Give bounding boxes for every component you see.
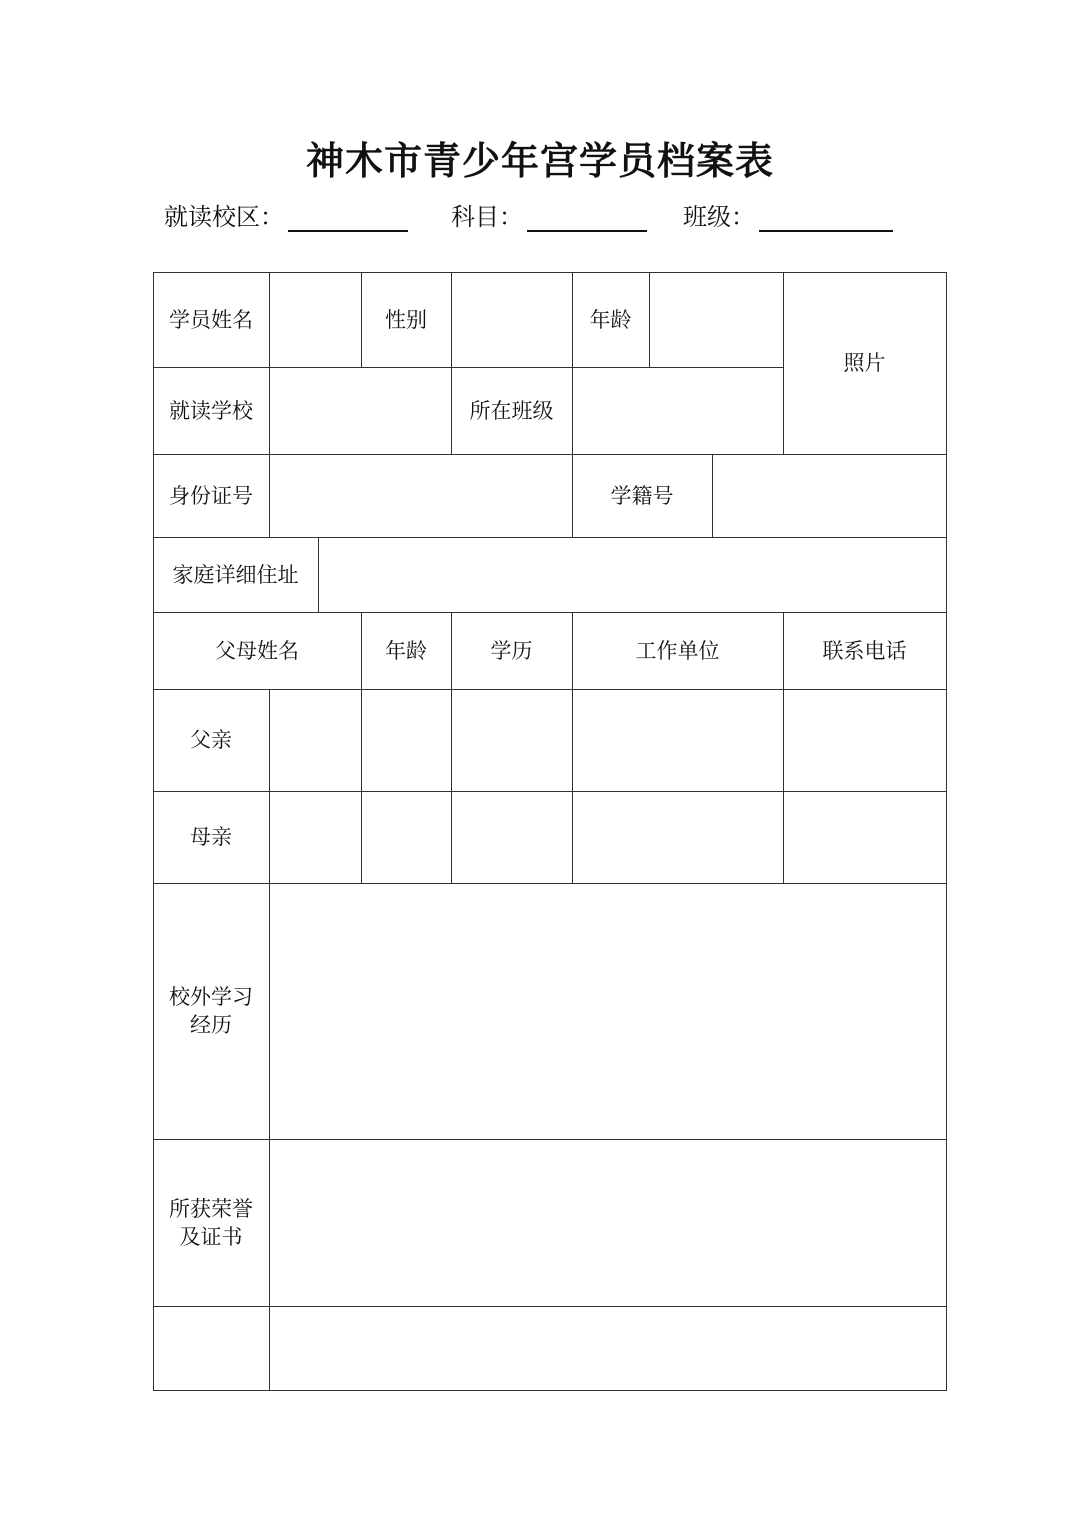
label-age: 年龄 [589, 307, 632, 332]
label-home-address: 家庭详细住址 [172, 562, 299, 587]
label-current-class: 所在班级 [469, 398, 554, 423]
table-border-bottom [153, 1390, 947, 1391]
label-outside-learning: 校外学习 经历 [169, 985, 253, 1037]
input-student-number[interactable] [712, 454, 946, 537]
input-student-name[interactable] [269, 272, 361, 367]
input-outside-learning[interactable] [269, 883, 946, 1139]
header-education: 学历 [490, 638, 533, 663]
label-gender: 性别 [385, 307, 427, 332]
input-age[interactable] [649, 272, 783, 367]
input-mother-education[interactable] [451, 791, 572, 883]
input-last-row[interactable] [269, 1306, 946, 1390]
label-id-number: 身份证号 [169, 483, 253, 508]
label-mother: 母亲 [190, 825, 232, 849]
input-father-workplace[interactable] [572, 689, 783, 791]
input-mother-phone[interactable] [783, 791, 946, 883]
table-border-right [946, 272, 947, 1391]
input-home-address[interactable] [318, 537, 946, 612]
input-current-class[interactable] [572, 367, 783, 454]
photo-box[interactable]: 照片 [843, 351, 886, 375]
label-student-name: 学员姓名 [169, 307, 253, 332]
header-parent-age: 年龄 [385, 638, 427, 663]
subject-label: 科目： [451, 203, 523, 231]
label-student-number: 学籍号 [610, 483, 674, 508]
input-honors[interactable] [269, 1139, 946, 1306]
label-school: 就读学校 [169, 398, 253, 423]
input-school[interactable] [269, 367, 451, 454]
input-father-education[interactable] [451, 689, 572, 791]
input-father-name[interactable] [269, 689, 361, 791]
header-parent-name: 父母姓名 [215, 638, 299, 663]
input-id-number[interactable] [269, 454, 572, 537]
label-father: 父亲 [190, 728, 232, 752]
input-mother-workplace[interactable] [572, 791, 783, 883]
header-phone: 联系电话 [822, 638, 907, 663]
input-mother-age[interactable] [361, 791, 451, 883]
input-mother-name[interactable] [269, 791, 361, 883]
campus-label: 就读校区： [164, 203, 284, 231]
input-father-age[interactable] [361, 689, 451, 791]
input-father-phone[interactable] [783, 689, 946, 791]
input-gender[interactable] [451, 272, 572, 367]
label-last-row [153, 1306, 269, 1390]
label-honors: 所获荣誉 及证书 [169, 1196, 253, 1249]
header-workplace: 工作单位 [635, 638, 720, 663]
form-title: 神木市青少年宫学员档案表 [305, 138, 774, 183]
class-label: 班级： [683, 203, 755, 231]
